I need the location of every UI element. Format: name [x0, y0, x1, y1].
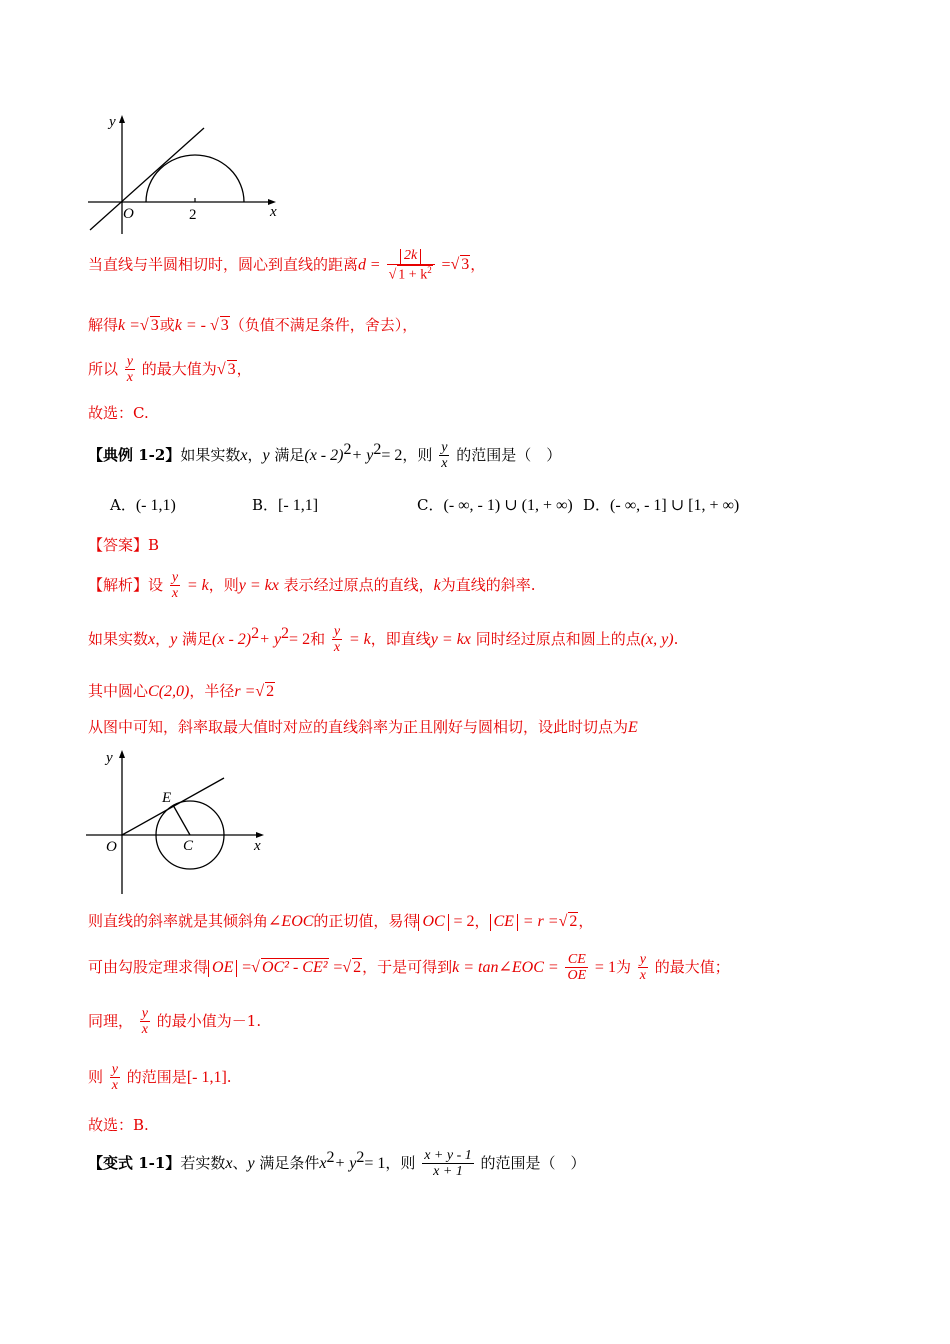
label-c: C [183, 838, 194, 854]
example-1-2-question [88, 440, 561, 472]
solution-line-solve [88, 314, 417, 335]
text: 或 [159, 316, 175, 334]
text: 设 [148, 575, 164, 594]
text: 若实数 [180, 1153, 226, 1172]
fraction-y-x: $\frac{y}{x}$ [111, 1062, 119, 1094]
text: 当直线与半圆相切时，圆心到直线的距离 [88, 255, 359, 274]
example-tag: 【典例 1-2】 [88, 445, 181, 464]
label-o: O [123, 206, 134, 222]
analysis-line-1 [88, 570, 536, 602]
fraction-xy1-x1: $\frac{x + y - 1}{x + 1}$ [424, 1148, 472, 1180]
math: = 1 [364, 1154, 386, 1172]
label-x: x [270, 204, 277, 220]
math: y = kx [238, 576, 279, 594]
text: 如果实数 [88, 629, 149, 648]
label-2: 2 [189, 207, 197, 223]
math: y [170, 630, 178, 648]
option-b: B．[- 1,1] [252, 496, 319, 514]
option-a: A．(- 1,1) [110, 496, 176, 514]
math: OE [208, 960, 237, 977]
conclusion-line-5: 故选：B. [88, 1116, 149, 1134]
punct: ， [247, 445, 263, 464]
text: 解得 [88, 316, 119, 334]
text: 从图中可知，斜率取最大值时对应的直线斜率为正且刚好与圆相切，设此时切点为 [88, 718, 629, 736]
variant-tag: 【变式 1-1】 [88, 1153, 181, 1172]
math: = [242, 958, 252, 976]
text: 满足 [274, 445, 305, 464]
math-sup: 2 [326, 1148, 335, 1166]
text: 的最大值为 [141, 359, 217, 378]
math: = k [186, 576, 209, 594]
option-c: C．(- ∞, - 1) ∪ (1, + ∞) [417, 496, 573, 514]
conclusion-line-4 [88, 1062, 232, 1094]
text: 如果实数 [180, 445, 241, 464]
math: y = kx [430, 630, 471, 648]
text: ，于是可得到 [362, 957, 453, 976]
punct: ， [470, 255, 486, 274]
sqrt3: √ 3 [450, 256, 470, 274]
label-e: E [162, 790, 172, 806]
semicircle [146, 155, 244, 202]
math: = 1 [594, 958, 616, 976]
conclusion-line-1 [88, 910, 593, 931]
math-d: d [358, 256, 367, 274]
punct: ， [155, 629, 171, 648]
math: (x, y) [640, 630, 674, 648]
fraction-y-x: $\frac{y}{x}$ [441, 440, 448, 472]
variant-1-1-question [88, 1148, 586, 1180]
punct: . [673, 629, 679, 648]
text: ，即直线 [370, 629, 431, 648]
figure-semicircle-tangent [84, 110, 284, 238]
text: 满足条件 [259, 1153, 320, 1172]
fraction-y-x: $\frac{y}{x}$ [141, 1006, 149, 1038]
math-sup: 2 [373, 440, 382, 458]
text: 和 [310, 629, 326, 648]
analysis-tag: 【解析】 [88, 575, 149, 594]
label-x: x [254, 838, 261, 854]
math: C(2,0) [148, 683, 190, 700]
answer-value: B [148, 536, 160, 554]
y-axis-arrow [119, 115, 125, 123]
analysis-line-2 [88, 624, 678, 656]
label-o: O [106, 839, 117, 855]
text: 的最小值为－1. [156, 1011, 262, 1030]
sqrt3: √ 3 [209, 317, 229, 334]
fraction-ce-oe: $\frac{CE}{OE}$ [567, 952, 587, 984]
distance-fraction: $\frac{2k}{√ 1 + k^2}$ [387, 248, 435, 283]
analysis-line-3 [88, 680, 275, 701]
math: = r = [522, 913, 559, 930]
math: CE [490, 914, 518, 931]
text: 同理， [88, 1011, 134, 1030]
math: k = - [174, 317, 210, 334]
punct: . [226, 1067, 232, 1086]
math: + y [259, 630, 282, 648]
sqrt2: √ 2 [255, 683, 275, 700]
math: x [225, 1154, 233, 1172]
math-sup: 2 [281, 624, 290, 642]
solution-line-distance [88, 248, 485, 283]
math: r = [234, 683, 256, 700]
solution-line-choice: 故选：C. [88, 404, 149, 422]
fraction-y-x: $\frac{y}{x}$ [333, 624, 341, 656]
text: 其中圆心 [88, 682, 149, 700]
math: k = [118, 317, 140, 334]
math: = 2 [289, 630, 311, 648]
answer-line [88, 534, 159, 555]
sqrt2: √ 2 [342, 958, 362, 976]
denominator: $1 + k^2$ [398, 264, 432, 283]
sqrt3: √ 3 [216, 360, 236, 378]
math: y [262, 446, 270, 464]
sqrt3: √ 3 [139, 317, 159, 334]
text: 满足 [182, 629, 213, 648]
punct: ， [578, 912, 594, 930]
sqrt2: √ 2 [558, 913, 578, 930]
math: = 2 [453, 913, 475, 930]
y-axis-arrow [119, 750, 125, 758]
text: 同时经过原点和圆上的点 [475, 629, 641, 648]
radius-ce [173, 805, 190, 835]
fraction-y-x: $\frac{y}{x}$ [126, 354, 134, 386]
text: ， [236, 359, 252, 378]
text: 的范围是 [126, 1067, 187, 1086]
fraction-y-x: $\frac{y}{x}$ [171, 570, 179, 602]
math: y [247, 1154, 255, 1172]
text: 则 [88, 1067, 104, 1086]
math: ∠EOC [268, 913, 314, 930]
answer-tag: 【答案】 [88, 536, 149, 554]
text: ，则 [385, 1153, 416, 1172]
text: 所以 [88, 359, 119, 378]
tangent-line [90, 128, 204, 230]
math: = 2 [381, 446, 403, 464]
label-y: y [106, 750, 113, 766]
text: 可由勾股定理求得 [88, 957, 209, 976]
label-y: y [109, 114, 116, 130]
text: ，则 [208, 575, 239, 594]
math: = [333, 958, 343, 976]
math: k [433, 576, 441, 594]
math: x [240, 446, 248, 464]
math: x [148, 630, 156, 648]
figure-circle-tangent [84, 746, 274, 898]
math: OC [418, 914, 448, 931]
math: + y [351, 446, 374, 464]
math-sup: 2 [356, 1148, 365, 1166]
math: = k [348, 630, 371, 648]
text: 的范围是（ ） [480, 1153, 586, 1172]
math: (x - 2) [304, 446, 344, 464]
math: = [441, 256, 451, 274]
math: E [628, 719, 638, 736]
text: 的范围是（ ） [456, 445, 562, 464]
math: [- 1,1] [186, 1068, 227, 1086]
text: 表示经过原点的直线， [283, 575, 434, 594]
text: 的正切值，易得 [313, 912, 419, 930]
text: ，则 [402, 445, 433, 464]
text: ，半径 [189, 682, 235, 700]
math: x [319, 1154, 327, 1172]
text: 为 [615, 957, 631, 976]
numerator: 2k [400, 249, 421, 264]
text: 为直线的斜率. [440, 575, 536, 594]
punct: 、 [232, 1153, 248, 1172]
text: （负值不满足条件，舍去）， [229, 316, 418, 334]
math: = [370, 256, 380, 274]
conclusion-line-2 [88, 952, 730, 984]
solution-line-max [88, 354, 252, 386]
text: 则直线的斜率就是其倾斜角 [88, 912, 269, 930]
math-sup: 2 [343, 440, 352, 458]
math: k = tan∠EOC = [452, 958, 559, 976]
math: + y [334, 1154, 357, 1172]
math-sup: 2 [251, 624, 260, 642]
analysis-line-4 [88, 716, 638, 737]
punct: ， [474, 912, 490, 930]
option-d: D．(- ∞, - 1] ∪ [1, + ∞) [583, 496, 740, 514]
math: (x - 2) [212, 630, 252, 648]
sqrt-oc-ce: √ OC² - CE² [251, 958, 328, 976]
conclusion-line-3 [88, 1006, 261, 1038]
fraction-y-x: $\frac{y}{x}$ [639, 952, 646, 984]
text: 的最大值； [654, 957, 730, 976]
